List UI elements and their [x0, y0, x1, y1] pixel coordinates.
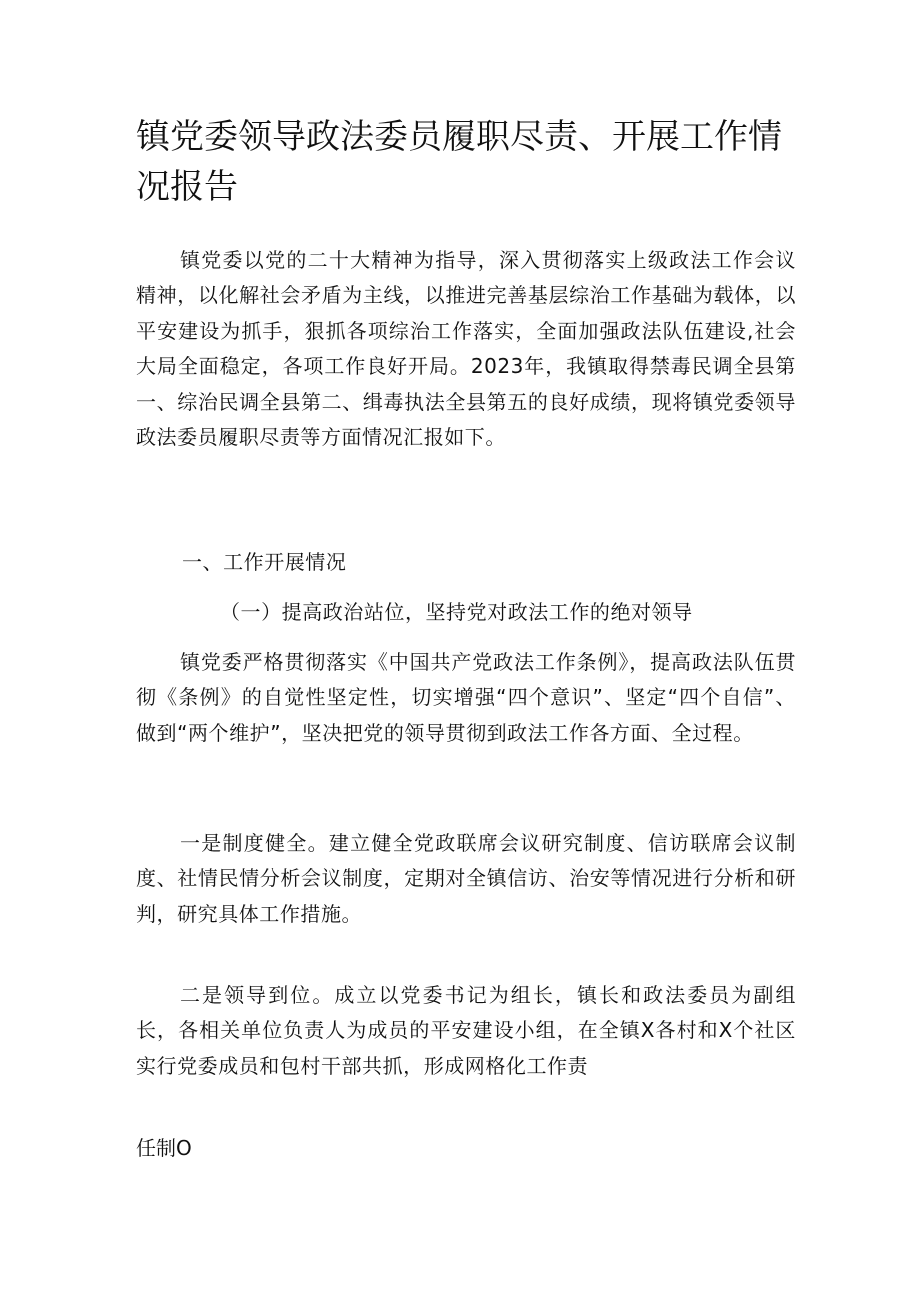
section-heading: 一、工作开展情况	[182, 550, 347, 574]
subsection-paragraph: 镇党委严格贯彻落实《中国共产党政法工作条例》，提高政法队伍贯彻《条例》的自觉性坚定性，切实增强“四个意识”、坚定“四个自信”、做到“两个维护”，坚决把党的领导贯彻到政法工作各方面、全过程。	[136, 650, 796, 745]
paragraph-continuation: 任制O	[136, 1136, 192, 1160]
intro-paragraph: 镇党委以党的二十大精神为指导，深入贯彻落实上级政法工作会议精神，以化解社会矛盾为主线，以推进完善基层综治工作基础为载体，以平安建设为抓手，狠抓各项综治工作落实，全面加强政法队伍建设,社会大局全面稳定，各项工作良好开局。2023年，我镇取得禁毒民调全县第一、综治民调全县第二、缉毒执法全县第五的良好成绩，现将镇党委领导政法委员履职尽责等方面情况汇报如下。	[136, 248, 796, 450]
document-title: 镇党委领导政法委员履职尽责、开展工作情况报告	[136, 117, 782, 207]
subsection-heading: （一）提高政治站位，坚持党对政法工作的绝对领导	[220, 600, 693, 624]
point-paragraph-leadership: 二是领导到位。成立以党委书记为组长，镇长和政法委员为副组长，各相关单位负责人为成员的平安建设小组，在全镇X各村和X个社区实行党委成员和包村干部共抓，形成网格化工作责	[136, 983, 796, 1078]
point-paragraph-system: 一是制度健全。建立健全党政联席会议研究制度、信访联席会议制度、社情民情分析会议制度，定期对全镇信访、治安等情况进行分析和研判，研究具体工作措施。	[136, 831, 796, 926]
